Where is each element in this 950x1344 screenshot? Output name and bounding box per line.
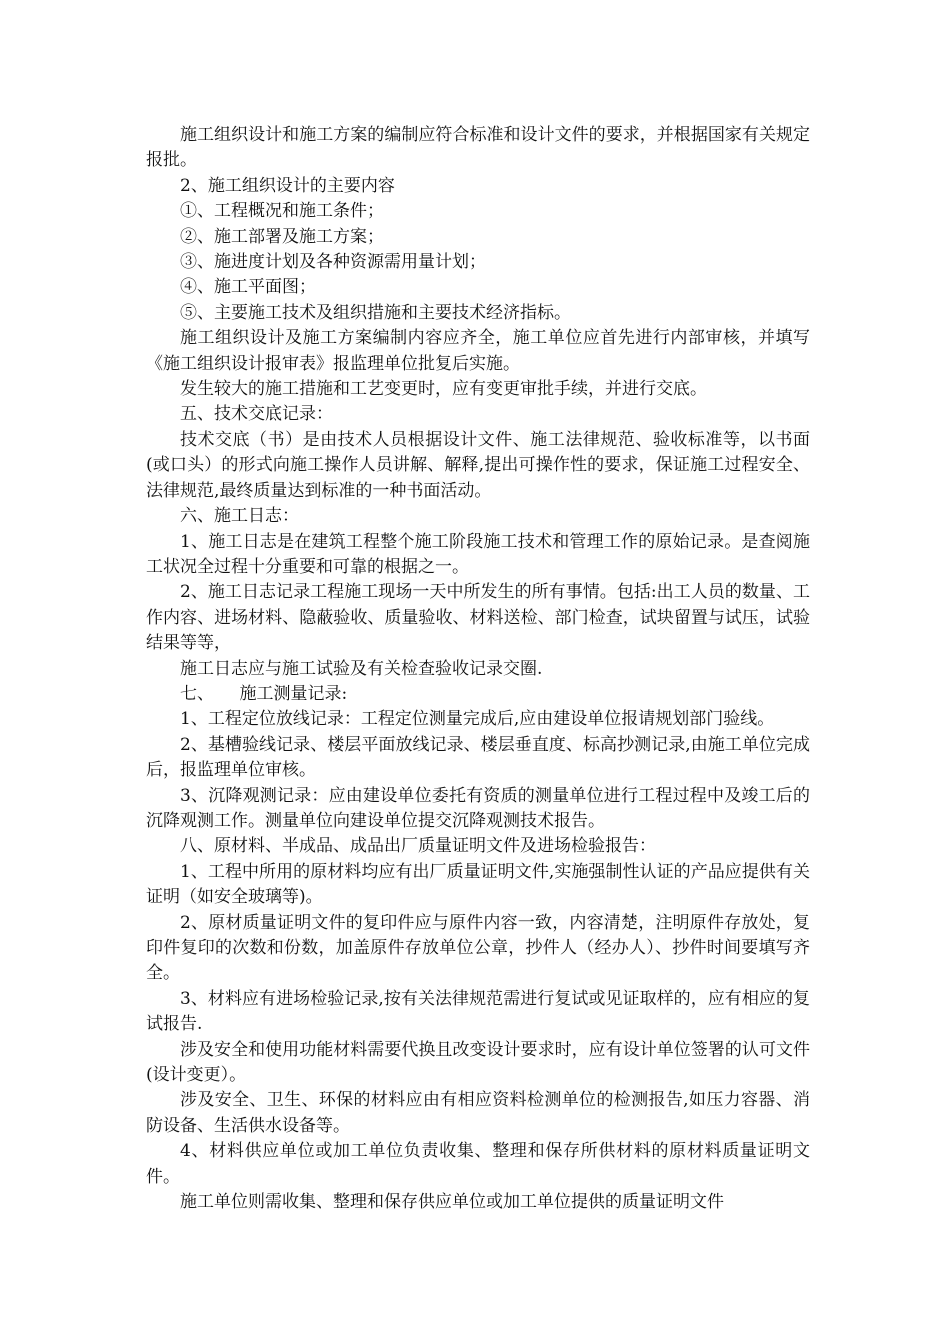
paragraph: 发生较大的施工措施和工艺变更时，应有变更审批手续，并进行交底。: [180, 379, 707, 400]
paragraph: 3、沉降观测记录：应由建设单位委托有资质的测量单位进行工程过程中及竣工后的沉降观测工作。测量单位向建设单位提交沉降观测技术报告。: [146, 785, 810, 831]
paragraph: 1、施工日志是在建筑工程整个施工阶段施工技术和管理工作的原始记录。是查阅施工状况全过程十分重要和可靠的根据之一。: [146, 531, 810, 577]
section-heading: 六、施工日志：: [180, 506, 299, 527]
document-body: [146, 123, 810, 1215]
list-item: ④、施工平面图；: [180, 277, 316, 298]
paragraph: 施工单位则需收集、整理和保存供应单位或加工单位提供的质量证明文件: [180, 1192, 724, 1213]
list-item: ②、施工部署及施工方案；: [180, 226, 384, 247]
paragraph: 施工组织设计和施工方案的编制应符合标准和设计文件的要求，并根据国家有关规定报批。: [146, 125, 810, 171]
paragraph: 4、材料供应单位或加工单位负责收集、整理和保存所供材料的原材料质量证明文件。: [146, 1141, 810, 1187]
section-heading: 七、 施工测量记录:: [180, 683, 348, 704]
paragraph: 2、基槽验线记录、楼层平面放线记录、楼层垂直度、标高抄测记录,由施工单位完成后，报监理单位审核。: [146, 734, 810, 781]
list-item: ⑤、主要施工技术及组织措施和主要技术经济指标。: [180, 302, 571, 323]
paragraph: 1、工程定位放线记录：工程定位测量完成后,应由建设单位报请规划部门验线。: [180, 709, 775, 730]
paragraph: 1、工程中所用的原材料均应有出厂质量证明文件,实施强制性认证的产品应提供有关证明（如安全玻璃等)。: [146, 861, 810, 908]
paragraph: 2、原材质量证明文件的复印件应与原件内容一致，内容清楚，注明原件存放处，复印件复印的次数和份数，加盖原件存放单位公章，抄件人（经办人）、抄件时间要填写齐全。: [146, 912, 810, 984]
section-heading: 五、技术交底记录：: [180, 404, 333, 425]
paragraph: 施工组织设计及施工方案编制内容应齐全，施工单位应首先进行内部审核，并填写《施工组织设计报审表》报监理单位批复后实施。: [146, 328, 810, 374]
paragraph: 2、施工日志记录工程施工现场一天中所发生的所有事情。包括:出工人员的数量、工作内容、进场材料、隐蔽验收、质量验收、材料送检、部门检查，试块留置与试压，试验结果等等，: [146, 582, 810, 654]
paragraph: 施工日志应与施工试验及有关检查验收记录交圈.: [180, 658, 543, 679]
paragraph: 涉及安全、卫生、环保的材料应由有相应资料检测单位的检测报告,如压力容器、消防设备、生活供水设备等。: [146, 1090, 810, 1136]
paragraph: 技术交底（书）是由技术人员根据设计文件、施工法律规范、验收标准等，以书面(或口头）的形式向施工操作人员讲解、解释,提出可操作性的要求，保证施工过程安全、法律规范,最终质量达到标准的一种书面活动。: [146, 429, 810, 501]
paragraph: 涉及安全和使用功能材料需要代换且改变设计要求时，应有设计单位签署的认可文件(设计变更）。: [146, 1039, 810, 1086]
list-item: ③、施进度计划及各种资源需用量计划；: [180, 252, 486, 273]
section-heading: 八、原材料、半成品、成品出厂质量证明文件及进场检验报告：: [180, 836, 656, 857]
list-item: ①、工程概况和施工条件；: [180, 201, 384, 222]
paragraph: 3、材料应有进场检验记录,按有关法律规范需进行复试或见证取样的，应有相应的复试报告.: [146, 988, 810, 1035]
section-heading: 2、施工组织设计的主要内容: [180, 175, 395, 196]
